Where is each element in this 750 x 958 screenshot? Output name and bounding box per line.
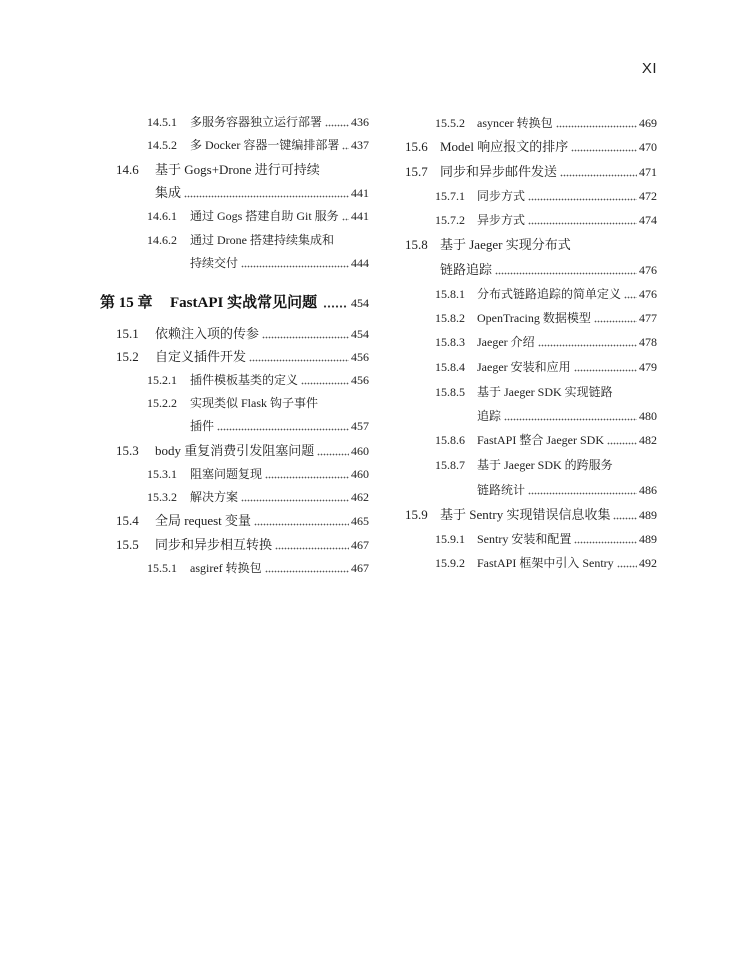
toc-left-column — [100, 0, 369, 958]
entry-number: 15.8 — [405, 237, 428, 252]
entry-title: 实现类似 Flask 钩子事件 — [190, 396, 319, 410]
chapter-heading — [100, 292, 369, 314]
entry-page: 480 — [639, 409, 657, 423]
entry-title: 自定义插件开发 — [155, 349, 247, 364]
entry-number: 15.3 — [116, 443, 139, 458]
toc-entry — [100, 394, 369, 412]
page-number: XI — [641, 60, 657, 77]
entry-number: 15.7 — [405, 164, 428, 179]
entry-page: 467 — [351, 538, 369, 552]
entry-number: 14.6.2 — [147, 233, 177, 247]
toc-entry — [100, 348, 369, 366]
toc-entry — [405, 114, 657, 132]
entry-number: 14.6.1 — [147, 209, 177, 223]
dot-leader — [323, 292, 348, 314]
entry-page: 460 — [351, 467, 369, 481]
entry-number: 15.8.7 — [435, 458, 465, 472]
dot-leader — [560, 163, 637, 181]
dot-leader — [342, 136, 349, 154]
toc-entry — [100, 136, 369, 154]
toc-entry — [405, 554, 657, 572]
toc-entry — [100, 442, 369, 460]
entry-title: asgiref 转换包 — [190, 561, 262, 575]
entry-page: 441 — [351, 209, 369, 223]
dot-leader — [574, 358, 637, 376]
entry-page: 436 — [351, 115, 369, 129]
entry-number: 15.4 — [116, 513, 139, 528]
toc-entry — [100, 161, 369, 179]
dot-leader — [594, 309, 637, 327]
entry-title: Model 响应报文的排序 — [440, 139, 569, 154]
toc-entry — [405, 163, 657, 181]
entry-number: 15.2.2 — [147, 396, 177, 410]
dot-leader — [528, 481, 637, 499]
entry-title: 基于 Jaeger SDK 实现链路 — [477, 385, 613, 399]
entry-title: Jaeger 安装和应用 — [477, 360, 571, 374]
entry-title: 集成 — [155, 185, 182, 200]
toc-entry — [405, 333, 657, 351]
toc-entry — [100, 325, 369, 343]
entry-page: 471 — [639, 165, 657, 179]
toc-entry — [100, 488, 369, 506]
entry-number: 14.5.1 — [147, 115, 177, 129]
entry-number: 15.5.1 — [147, 561, 177, 575]
entry-number: 15.8.3 — [435, 335, 465, 349]
entry-page: 456 — [351, 350, 369, 364]
entry-title: 解决方案 — [190, 490, 239, 504]
entry-number: 15.3.2 — [147, 490, 177, 504]
entry-number: 15.5 — [116, 537, 139, 552]
chapter-title: FastAPI 实战常见问题 — [170, 295, 318, 311]
dot-leader — [556, 114, 637, 132]
entry-number: 15.8.2 — [435, 311, 465, 325]
dot-leader — [495, 261, 637, 279]
entry-title: body 重复消费引发阻塞问题 — [155, 443, 315, 458]
entry-page: 486 — [639, 483, 657, 497]
dot-leader — [317, 442, 349, 460]
entry-page: 467 — [351, 561, 369, 575]
entry-number: 15.9 — [405, 507, 428, 522]
entry-page: 489 — [639, 532, 657, 546]
dot-leader — [254, 512, 349, 530]
entry-page: 456 — [351, 373, 369, 387]
entry-number: 15.8.4 — [435, 360, 465, 374]
entry-page: 476 — [639, 263, 657, 277]
dot-leader — [265, 559, 349, 577]
toc-entry — [100, 512, 369, 530]
entry-number: 14.6 — [116, 162, 139, 177]
toc-entry — [100, 465, 369, 483]
entry-number: 15.6 — [405, 139, 428, 154]
dot-leader — [617, 554, 637, 572]
dot-leader — [241, 254, 349, 272]
dot-leader — [241, 488, 349, 506]
entry-number: 15.7.2 — [435, 213, 465, 227]
toc-entry — [100, 371, 369, 389]
entry-number: 15.5.2 — [435, 116, 465, 130]
toc-entry — [405, 530, 657, 548]
dot-leader — [262, 325, 349, 343]
toc-entry — [100, 536, 369, 554]
entry-page: 465 — [351, 514, 369, 528]
toc-entry — [405, 358, 657, 376]
entry-title: OpenTracing 数据模型 — [477, 311, 591, 325]
toc-entry-continuation — [405, 261, 657, 279]
dot-leader — [607, 431, 637, 449]
dot-leader — [301, 371, 349, 389]
entry-page: 460 — [351, 444, 369, 458]
entry-page: 437 — [351, 138, 369, 152]
entry-title: 追踪 — [477, 409, 502, 423]
dot-leader — [325, 113, 349, 131]
entry-page: 478 — [639, 335, 657, 349]
toc-entry-continuation — [100, 254, 369, 272]
entry-number: 15.2.1 — [147, 373, 177, 387]
toc-entry — [100, 113, 369, 131]
entry-page: 477 — [639, 311, 657, 325]
toc-entry — [405, 309, 657, 327]
entry-title: 通过 Gogs 搭建自助 Git 服务 — [190, 209, 339, 223]
entry-number: 15.9.2 — [435, 556, 465, 570]
entry-number: 15.7.1 — [435, 189, 465, 203]
toc-entry — [405, 431, 657, 449]
toc-entry — [100, 559, 369, 577]
entry-number: 15.8.1 — [435, 287, 465, 301]
entry-title: asyncer 转换包 — [477, 116, 553, 130]
toc-entry — [405, 211, 657, 229]
entry-number: 15.1 — [116, 326, 139, 341]
dot-leader — [184, 184, 349, 202]
entry-page: 479 — [639, 360, 657, 374]
toc-entry — [405, 138, 657, 156]
dot-leader — [538, 333, 637, 351]
entry-title: 链路追踪 — [440, 262, 493, 277]
entry-number: 15.8.6 — [435, 433, 465, 447]
entry-title: FastAPI 整合 Jaeger SDK — [477, 433, 604, 447]
dot-leader — [571, 138, 637, 156]
entry-title: 多 Docker 容器一键编排部署 — [190, 138, 340, 152]
dot-leader — [249, 348, 349, 366]
toc-entry — [405, 285, 657, 303]
entry-title: 插件 — [190, 419, 215, 433]
toc-entry — [405, 383, 657, 401]
entry-title: 通过 Drone 搭建持续集成和 — [190, 233, 334, 247]
toc-entry-continuation — [405, 407, 657, 425]
toc-entry-continuation — [100, 417, 369, 435]
entry-title: 分布式链路追踪的简单定义 — [477, 287, 622, 301]
toc-entry — [405, 456, 657, 474]
entry-page: 482 — [639, 433, 657, 447]
entry-title: 基于 Gogs+Drone 进行可持续 — [155, 162, 320, 177]
entry-number: 15.8.5 — [435, 385, 465, 399]
entry-title: 同步和异步邮件发送 — [440, 164, 558, 179]
entry-page: 476 — [639, 287, 657, 301]
entry-number: 15.9.1 — [435, 532, 465, 546]
entry-title: 基于 Sentry 实现错误信息收集 — [440, 507, 611, 522]
toc-entry — [100, 207, 369, 225]
entry-title: 全局 request 变量 — [155, 513, 252, 528]
dot-leader — [613, 506, 637, 524]
dot-leader — [504, 407, 637, 425]
dot-leader — [217, 417, 349, 435]
entry-page: 470 — [639, 140, 657, 154]
toc-entry-continuation — [405, 481, 657, 499]
entry-page: 469 — [639, 116, 657, 130]
chapter-label: 第 15 章 — [100, 295, 153, 311]
dot-leader — [528, 211, 637, 229]
entry-page: 441 — [351, 186, 369, 200]
dot-leader — [275, 536, 349, 554]
entry-number: 14.5.2 — [147, 138, 177, 152]
entry-page: 454 — [351, 327, 369, 341]
entry-title: FastAPI 框架中引入 Sentry — [477, 556, 614, 570]
entry-title: 多服务容器独立运行部署 — [190, 115, 323, 129]
entry-title: Sentry 安装和配置 — [477, 532, 572, 546]
entry-title: 同步方式 — [477, 189, 526, 203]
entry-page: 492 — [639, 556, 657, 570]
entry-page: 489 — [639, 508, 657, 522]
toc-right-column — [405, 0, 657, 958]
entry-page: 472 — [639, 189, 657, 203]
dot-leader — [624, 285, 637, 303]
entry-title: 异步方式 — [477, 213, 526, 227]
toc-entry — [405, 506, 657, 524]
entry-title: 阻塞问题复现 — [190, 467, 263, 481]
entry-title: 同步和异步相互转换 — [155, 537, 273, 552]
entry-page: 444 — [351, 256, 369, 270]
toc-entry-continuation — [100, 184, 369, 202]
toc-entry — [100, 231, 369, 249]
entry-page: 457 — [351, 419, 369, 433]
entry-title: 链路统计 — [477, 483, 526, 497]
entry-title: 基于 Jaeger SDK 的跨服务 — [477, 458, 613, 472]
entry-number: 15.3.1 — [147, 467, 177, 481]
entry-title: 基于 Jaeger 实现分布式 — [440, 237, 571, 252]
dot-leader — [342, 207, 349, 225]
dot-leader — [265, 465, 349, 483]
chapter-page: 454 — [351, 296, 369, 310]
entry-title: 依赖注入项的传参 — [155, 326, 260, 341]
dot-leader — [528, 187, 637, 205]
entry-page: 474 — [639, 213, 657, 227]
entry-title: Jaeger 介绍 — [477, 335, 535, 349]
entry-title: 插件模板基类的定义 — [190, 373, 299, 387]
toc-entry — [405, 236, 657, 254]
entry-title: 持续交付 — [190, 256, 239, 270]
toc-entry — [405, 187, 657, 205]
entry-number: 15.2 — [116, 349, 139, 364]
dot-leader — [574, 530, 637, 548]
entry-page: 462 — [351, 490, 369, 504]
